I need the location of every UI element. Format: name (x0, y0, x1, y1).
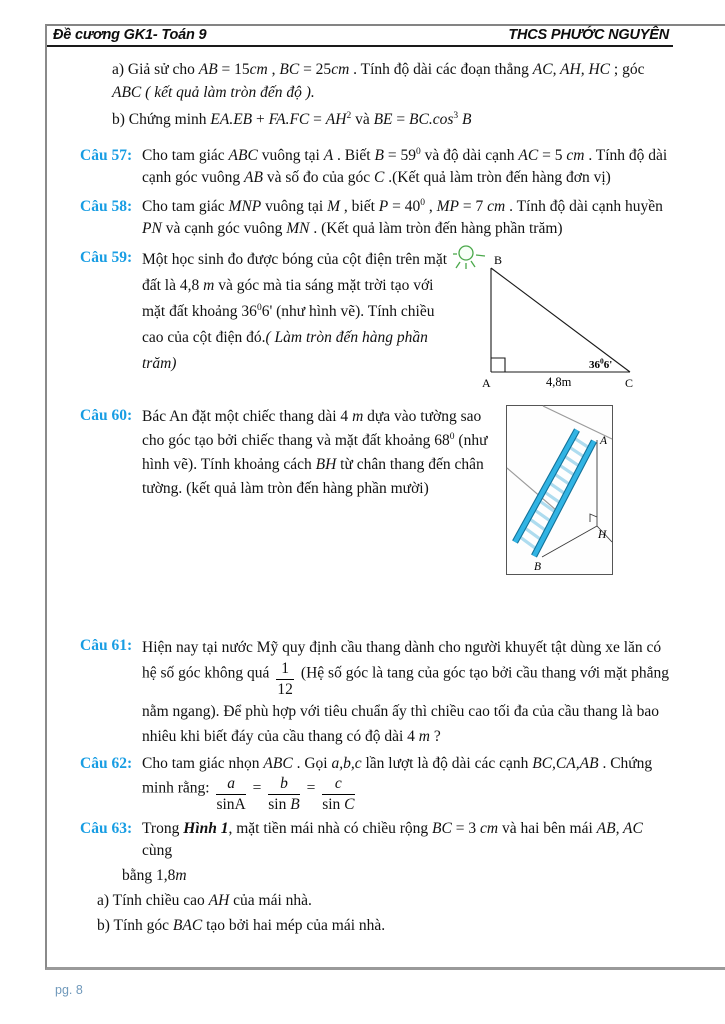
vertex-label-c: C (625, 376, 634, 390)
figure-ladder (506, 405, 673, 577)
question-61-label: Câu 61: (80, 637, 133, 654)
question-61 (80, 635, 673, 749)
question-63-text: Trong Hình 1, mặt tiền mái nhà có chiều rộng BC = 3 cm và hai bên mái AB, AC cùng (142, 820, 643, 860)
point-label-h: H (598, 529, 607, 541)
page-header (47, 26, 673, 47)
question-59-label: Câu 59: (80, 249, 133, 266)
question-60-label: Câu 60: (80, 407, 133, 424)
base-length-label: 4,8m (546, 375, 572, 389)
right-angle-mark (491, 358, 505, 372)
question-57-label: Câu 57: (80, 147, 133, 164)
question-59-paragraph: Một học sinh đo được bóng của cột điện trên mặt đất là 4,8 m và góc mà tia sáng mặt trời tạo với mặt đất khoảng $36^06'$ (như hình vẽ). Tính chiều cao của cột điện đó.( Làm tròn đến hàng phần trăm) (142, 251, 448, 372)
question-60-paragraph: Bác An đặt một chiếc thang dài 4 m dựa vào tường sao cho góc tạo bởi chiếc thang và mặt đất khoảng $68^0$ (như hình vẽ). Tính khoảng cách BH từ chân thang đến chân tường. (kết quả làm tròn đến hàng phần mười) (142, 408, 488, 497)
question-62 (80, 753, 673, 814)
figure-shadow-triangle (453, 244, 673, 394)
vertex-label-b: B (494, 253, 503, 267)
right-triangle-diagram (491, 268, 630, 372)
question-59-text (142, 247, 673, 394)
question-61-text: Hiện nay tại nước Mỹ quy định cầu thang dành cho người khuyết tật dùng xe lăn có hệ số góc không quá $\frac{1}{12}$ (Hệ số góc là tang của góc tạo bởi cầu thang với mặt phẳng nằm ngang). Để phù hợp với tiêu chuẩn ấy thì chiều cao tối đa của cầu thang là bao nhiêu khi biết đáy của cầu thang có độ dài 4 m ? (142, 639, 669, 746)
point-label-a: A (600, 435, 608, 447)
intro-item-a: a) Giả sử cho AB = 15cm , BC = 25cm . Tính độ dài các đoạn thẳng AC, AH, HC ; góc ABC ( kết quả làm tròn đến độ ). (112, 61, 645, 101)
point-label-b: B (534, 561, 542, 573)
question-63-sub-b: b) Tính góc BAC tạo bởi hai mép của mái nhà. (97, 917, 386, 935)
intro-item-b: b) Chứng minh $EA.EB + FA.FC = AH^2$ và BE = $BC.\cos^3$ B (112, 111, 472, 128)
angle-label: $36^06'$ (589, 356, 613, 371)
question-63 (80, 818, 673, 862)
question-62-label: Câu 62: (80, 755, 133, 773)
question-57 (80, 145, 673, 189)
question-62-text: Cho tam giác nhọn ABC . Gọi a,b,c lần lượt là độ dài các cạnh BC,CA,AB . Chứng minh rằng: $\frac{a}{\sin A}$ = $\frac{b}{\text{sin B}}$ = $\frac{c}{\text{sin C}}$ (142, 755, 653, 813)
question-59 (80, 247, 673, 394)
question-58-label: Câu 58: (80, 198, 133, 215)
question-60-text (142, 405, 673, 577)
vertex-label-a: A (482, 376, 491, 390)
question-63-sub-a: a) Tính chiều cao AH của mái nhà. (97, 892, 312, 910)
header-title-right: THCS PHƯỚC NGUYÊN (508, 27, 669, 43)
page-number: pg. 8 (55, 983, 83, 997)
question-60 (80, 405, 673, 577)
question-63-continuation: bằng 1,8m (122, 867, 187, 885)
question-58 (80, 196, 673, 240)
question-58-text: Cho tam giác MNP vuông tại M , biết $P = 40^0$ , MP = 7 cm . Tính độ dài cạnh huyền PN và cạnh góc vuông MN . (Kết quả làm tròn đến hàng phần trăm) (142, 198, 663, 237)
document-content (47, 58, 673, 937)
sun-icon (453, 246, 485, 269)
header-title-left: Đề cương GK1- Toán 9 (53, 27, 207, 43)
question-57-text: Cho tam giác ABC vuông tại A . Biết $B = 59^0$ và độ dài cạnh AC = 5 cm . Tính độ dài cạnh góc vuông AB và số đo của góc C .(Kết quả làm tròn đến hàng đơn vị) (142, 147, 668, 186)
question-63-label: Câu 63: (80, 820, 133, 838)
